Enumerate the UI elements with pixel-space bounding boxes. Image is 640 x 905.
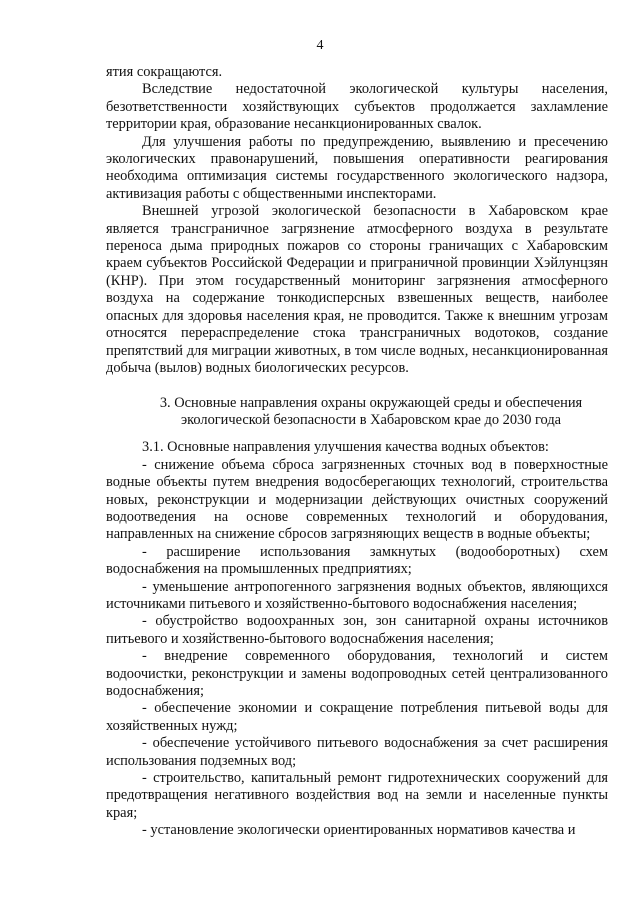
paragraph-external-threat: Внешней угрозой экологической безопасности в Хабаровском крае является трансграничное загрязнение атмосферного воздуха в результате переноса дыма природных пожаров со стороны граничащих с Хабаровским краем субъектов Российской Федерации и приграничной провинции Хэйлунцзян (КНР). При этом государственный мониторинг загрязнения атмосферного воздуха на содержание тонкодисперсных взвешенных веществ, наиболее опасных для здоровья населения края, не проводится. Также к внешним угрозам относятся перераспределение стока трансграничных водотоков, создание препятствий для миграции животных, в том числе водных, несанкционированная добыча (вылов) водных биологических ресурсов. (106, 203, 608, 376)
list-item: - обеспечение экономии и сокращение потребления питьевой воды для хозяйственных нужд; (106, 700, 608, 734)
list-item: - снижение объема сброса загрязненных сточных вод в поверхностные водные объекты путем внедрения водосберегающих технологий, строительства новых, реконструкции и модернизации действующих очистных сооружений водоотведения на основе современных технологий и оборудования, направленных на снижение сбросов загрязняющих веществ в водные объекты; (106, 456, 608, 543)
list-item: - установление экологически ориентированных нормативов качества и (142, 822, 576, 839)
paragraph-continuation: ятия сокращаются. (106, 64, 223, 80)
subsection-title: 3.1. Основные направления улучшения качества водных объектов: (142, 439, 549, 456)
list-item: - уменьшение антропогенного загрязнения водных объектов, являющихся источниками питьевого и хозяйственно-бытового водоснабжения населения; (106, 578, 608, 612)
paragraph-ecological-culture: Вследствие недостаточной экологической культуры населения, безответственности хозяйствующих субъектов продолжается захламление территории края, образование несанкционированных свалок. (106, 81, 608, 133)
list-item: - обустройство водоохранных зон, зон санитарной охраны источников питьевого и хозяйственно-бытового водоснабжения населения; (106, 613, 608, 647)
list-item: - внедрение современного оборудования, технологий и систем водоочистки, реконструкции и замены водопроводных сетей централизованного водоснабжения; (106, 648, 608, 699)
list-item: - обеспечение устойчивого питьевого водоснабжения за счет расширения использования подземных вод; (106, 735, 608, 769)
page-number: 4 (316, 38, 324, 53)
document-body (106, 64, 608, 840)
list-item: - строительство, капитальный ремонт гидротехнических сооружений для предотвращения негативного воздействия вод на земли и населенные пункты края; (106, 770, 608, 821)
section-title: 3. Основные направления охраны окружающей среды и обеспечения экологической безопасности в Хабаровском крае до 2030 года (159, 395, 583, 429)
list-item: - расширение использования замкнутых (водооборотных) схем водоснабжения на промышленных предприятиях; (106, 543, 608, 578)
paragraph-supervision: Для улучшения работы по предупреждению, выявлению и пресечению экологических правонарушений, повышения оперативности реагирования необходима оптимизация системы государственного экологического надзора, активизация работы с общественными инспекторами. (106, 133, 608, 202)
